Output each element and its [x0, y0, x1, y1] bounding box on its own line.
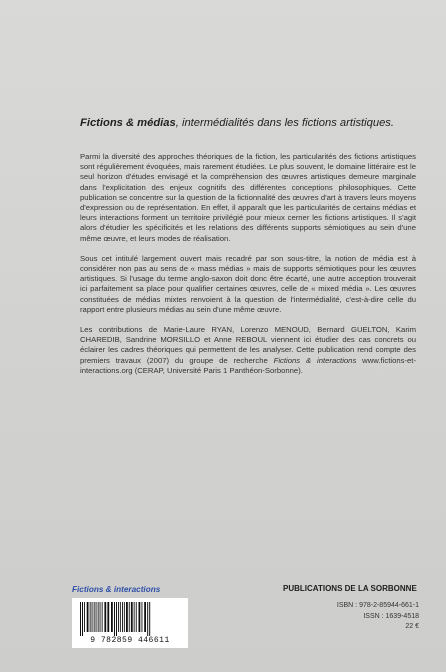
- book-title: [80, 117, 420, 129]
- barcode-bar: [118, 602, 119, 632]
- barcode-bar: [134, 602, 135, 632]
- barcode-bar: [100, 602, 101, 632]
- barcode-bar: [82, 602, 83, 636]
- barcode-bar: [102, 602, 103, 632]
- barcode-bar: [131, 602, 133, 632]
- barcode-bars: [78, 602, 182, 636]
- barcode-bar: [104, 602, 106, 632]
- barcode-bar: [116, 602, 117, 636]
- barcode-bar: [122, 602, 123, 632]
- barcode-bar: [90, 602, 91, 632]
- barcode-bar: [144, 602, 146, 632]
- text-segment: Parmi la diversité des approches théoriques de la fiction, les particularités des fictions artistiques sont régulièrement évoquées, mais rarement étudiées. Le plus souvent, le domaine littéraire est le seul horizon d'études envisagé et la compréhension des œuvres artistiques demeure marginale dans l'explicitation des enjeux cognitifs des différentes conceptions philosophiques. Cette publication se concentre sur la question de la fictionnalité des œuvres d'art à travers leurs moyens d'expression ou de représentation. En effet, il apparaît que les particularités de certains médias et leurs interactions forment un territoire privilégié pour mieux cerner les fictions artistiques. Il s'agit alors d'étudier les spécificités et les relations des différents supports sémiotiques au sein d'une même œuvre, et leurs modes de réalisation.: [80, 152, 416, 243]
- barcode-bar: [136, 602, 137, 632]
- isbn: ISBN : 978-2-85944-661-1: [336, 602, 419, 609]
- barcode-bar: [120, 602, 121, 632]
- barcode-bar: [139, 602, 141, 632]
- barcode-bar: [142, 602, 143, 632]
- text-segment: www.fictions-et-interactions.org (CERAP, Université Paris 1 Panthéon-Sorbonne).: [80, 355, 417, 375]
- barcode-bar: [114, 602, 115, 636]
- barcode-bar: [111, 602, 113, 632]
- blurb-paragraph: [80, 254, 416, 315]
- book-identifiers: [337, 601, 419, 633]
- barcode-bar: [149, 602, 150, 636]
- italic-text: Fictions & interactions: [273, 355, 357, 365]
- barcode-bar: [124, 602, 125, 632]
- publisher-name: PUBLICATIONS DE LA SORBONNE: [283, 584, 417, 593]
- price: 22 €: [405, 623, 419, 630]
- barcode-bar: [92, 602, 93, 632]
- barcode-bar: [107, 602, 109, 632]
- blurb-paragraph: [80, 325, 416, 376]
- series-logo: Fictions & interactions: [72, 585, 161, 594]
- title-subtitle: , intermédialités dans les fictions artistiques.: [175, 117, 395, 129]
- barcode-bar: [96, 602, 97, 632]
- blurb-text: [80, 152, 416, 376]
- barcode-bar: [126, 602, 128, 632]
- barcode-bar: [147, 602, 148, 636]
- barcode-bar: [94, 602, 95, 632]
- barcode-bar: [80, 602, 81, 636]
- blurb-paragraph: [80, 152, 416, 244]
- barcode-bar: [87, 602, 89, 632]
- barcode: [72, 598, 188, 648]
- text-segment: Sous cet intitulé largement ouvert mais recadré par son sous-titre, la notion de média est à considérer non pas au sens de « mass médias » mais de supports sémiotiques pour les œuvres artistiques. Si l'usage du terme anglo-saxon doit donc être écarté, une autre acception trouverait ici parfaitement sa place pour qualifier certaines œuvres, celle de « mixed média ». Les œuvres constituées de médias mixtes renvoient à la question de l'intermédialité, c'est-à-dire celle du rapport entre plusieurs médias au sein d'une même œuvre.: [80, 253, 416, 314]
- barcode-number: 9 782859 446611: [90, 636, 170, 645]
- title-main: Fictions & médias: [80, 117, 176, 129]
- text-segment: Les contributions de Marie-Laure RYAN, Lorenzo MENOUD, Bernard GUELTON, Karim CHAREDIB, Sandrine MORSILLO et Anne REBOUL viennent ici étudier des cas concrets ou éclairer les cadres théoriques qui permettent de les analyser. Cette publication rend compte des premiers travaux (2007) du groupe de recherche: [80, 325, 416, 365]
- issn: ISSN : 1639-4518: [363, 612, 419, 620]
- barcode-bar: [84, 602, 85, 632]
- barcode-bar: [98, 602, 99, 632]
- barcode-bar: [129, 602, 130, 632]
